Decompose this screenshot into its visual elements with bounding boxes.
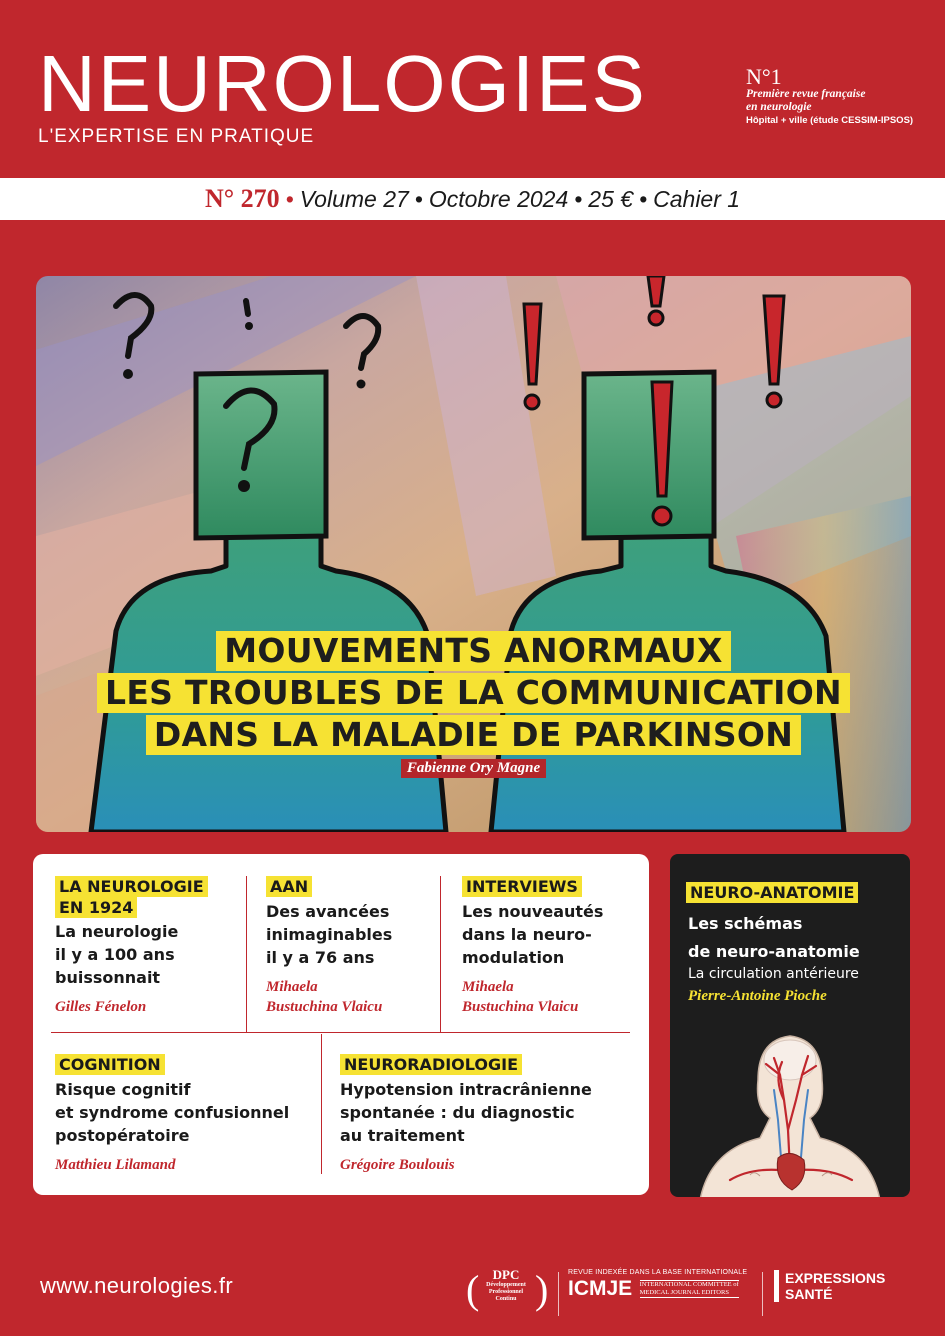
dpc-logo xyxy=(476,1268,536,1303)
section-tag: INTERVIEWS xyxy=(462,876,582,897)
icmje-logo xyxy=(568,1269,753,1300)
icmje-fullname-line: MEDICAL JOURNAL EDITORS xyxy=(639,1289,729,1296)
issue-number: N° 270 xyxy=(204,184,280,213)
dpc-paren-left: ( xyxy=(466,1267,480,1312)
divider xyxy=(51,1032,630,1033)
article-author-line: Bustuchina Vlaicu xyxy=(462,999,579,1015)
website-link[interactable]: www.neurologies.fr xyxy=(40,1273,234,1298)
separator: • xyxy=(285,185,294,212)
article-title xyxy=(266,900,392,969)
publisher-name-line: SANTÉ xyxy=(785,1286,833,1302)
neuro-anatomie-author: Pierre-Antoine Pioche xyxy=(688,988,827,1004)
section-tag: LA NEUROLOGIE xyxy=(55,876,208,897)
article-title-line: inimaginables xyxy=(266,925,393,944)
section-tag: COGNITION xyxy=(55,1054,165,1075)
divider xyxy=(246,876,247,1032)
dpc-line: Développement xyxy=(486,1282,526,1288)
article-title-line: au traitement xyxy=(340,1126,465,1145)
article-author-line: Mihaela xyxy=(266,979,318,995)
footer xyxy=(0,1258,945,1336)
article-title-line: postopératoire xyxy=(55,1126,190,1145)
issue-volume: Volume 27 xyxy=(299,185,409,212)
article-author: Gilles Fénelon xyxy=(55,999,147,1015)
neuro-anatomie-subtitle: La circulation antérieure xyxy=(688,966,859,982)
rank-badge xyxy=(746,66,926,127)
article-neurologie-1924[interactable] xyxy=(55,876,208,1017)
article-title-line: Des avancées xyxy=(266,902,390,921)
masthead xyxy=(38,39,647,148)
article-title-line: modulation xyxy=(462,948,565,967)
dpc-paren-right: ) xyxy=(535,1267,549,1312)
rank-line-2: en neurologie xyxy=(746,101,812,113)
neuro-anatomie-title-line: Les schémas xyxy=(688,914,803,933)
issue-date: Octobre 2024 xyxy=(428,185,569,212)
icmje-acronym: ICMJE xyxy=(568,1277,633,1300)
article-title xyxy=(55,920,208,989)
headline-line-3: DANS LA MALADIE DE PARKINSON xyxy=(146,715,801,755)
article-title-line: il y a 100 ans xyxy=(55,945,175,964)
article-title-line: il y a 76 ans xyxy=(266,948,375,967)
neuro-anatomie-panel[interactable] xyxy=(670,854,910,1197)
article-author: Grégoire Boulouis xyxy=(340,1157,455,1173)
article-title-line: Risque cognitif xyxy=(55,1080,191,1099)
separator: • xyxy=(414,185,423,212)
article-author xyxy=(266,977,392,1017)
footer-divider xyxy=(558,1272,559,1316)
issue-bar xyxy=(0,178,945,220)
headline-line-1: MOUVEMENTS ANORMAUX xyxy=(216,631,730,671)
article-title xyxy=(462,900,603,969)
article-author xyxy=(462,977,603,1017)
article-interviews[interactable] xyxy=(462,876,603,1017)
anatomy-illustration xyxy=(670,1020,910,1197)
article-title-line: dans la neuro- xyxy=(462,925,592,944)
article-author: Matthieu Lilamand xyxy=(55,1157,176,1173)
separator: • xyxy=(639,185,648,212)
footer-divider xyxy=(762,1272,763,1316)
magazine-tagline: L'EXPERTISE EN PRATIQUE xyxy=(38,126,315,147)
article-cognition[interactable] xyxy=(55,1054,289,1175)
article-title xyxy=(55,1078,289,1147)
icmje-fullname-line: INTERNATIONAL COMMITTEE of xyxy=(639,1281,739,1288)
publisher-logo xyxy=(774,1270,885,1302)
neuro-anatomie-title xyxy=(688,910,860,966)
divider xyxy=(321,1034,322,1174)
publisher-name-line: EXPRESSIONS xyxy=(785,1270,886,1286)
section-tag: NEURORADIOLOGIE xyxy=(340,1054,522,1075)
section-tag: NEURO-ANATOMIE xyxy=(686,882,858,903)
dpc-title: DPC xyxy=(492,1267,520,1282)
article-author-line: Bustuchina Vlaicu xyxy=(266,999,383,1015)
dpc-line: Continu xyxy=(495,1296,517,1302)
article-neuroradiologie[interactable] xyxy=(340,1054,592,1175)
rank-line-1: Première revue française xyxy=(746,88,866,100)
article-title-line: et syndrome confusionnel xyxy=(55,1103,290,1122)
article-title-line: Les nouveautés xyxy=(462,902,604,921)
dpc-line: Professionnel xyxy=(488,1289,524,1295)
headline-author: Fabienne Ory Magne xyxy=(401,759,546,778)
neuro-anatomie-title-line: de neuro-anatomie xyxy=(688,942,860,961)
index-label: REVUE INDEXÉE DANS LA BASE INTERNATIONALE xyxy=(568,1269,748,1276)
article-title-line: buissonnait xyxy=(55,968,161,987)
article-title-line: Hypotension intracrânienne xyxy=(340,1080,592,1099)
cover-illustration xyxy=(36,276,911,832)
rank-line-3: Hôpital + ville (étude CESSIM-IPSOS) xyxy=(746,115,914,126)
rank-number: N°1 xyxy=(746,64,782,89)
contents-panel xyxy=(33,854,649,1195)
divider xyxy=(440,876,441,1032)
icmje-fullname xyxy=(640,1280,739,1298)
section-tag: AAN xyxy=(266,876,312,897)
cover-headline xyxy=(36,631,911,778)
section-tag-line-2: EN 1924 xyxy=(55,897,137,918)
article-aan[interactable] xyxy=(266,876,392,1017)
article-title-line: La neurologie xyxy=(55,922,179,941)
article-author-line: Mihaela xyxy=(462,979,514,995)
article-title-line: spontanée : du diagnostic xyxy=(340,1103,575,1122)
issue-cahier: Cahier 1 xyxy=(653,185,741,212)
separator: • xyxy=(574,185,583,212)
magazine-title: NEUROLOGIES xyxy=(38,39,647,128)
article-title xyxy=(340,1078,592,1147)
issue-price: 25 € xyxy=(588,185,634,212)
headline-line-2: LES TROUBLES DE LA COMMUNICATION xyxy=(97,673,850,713)
